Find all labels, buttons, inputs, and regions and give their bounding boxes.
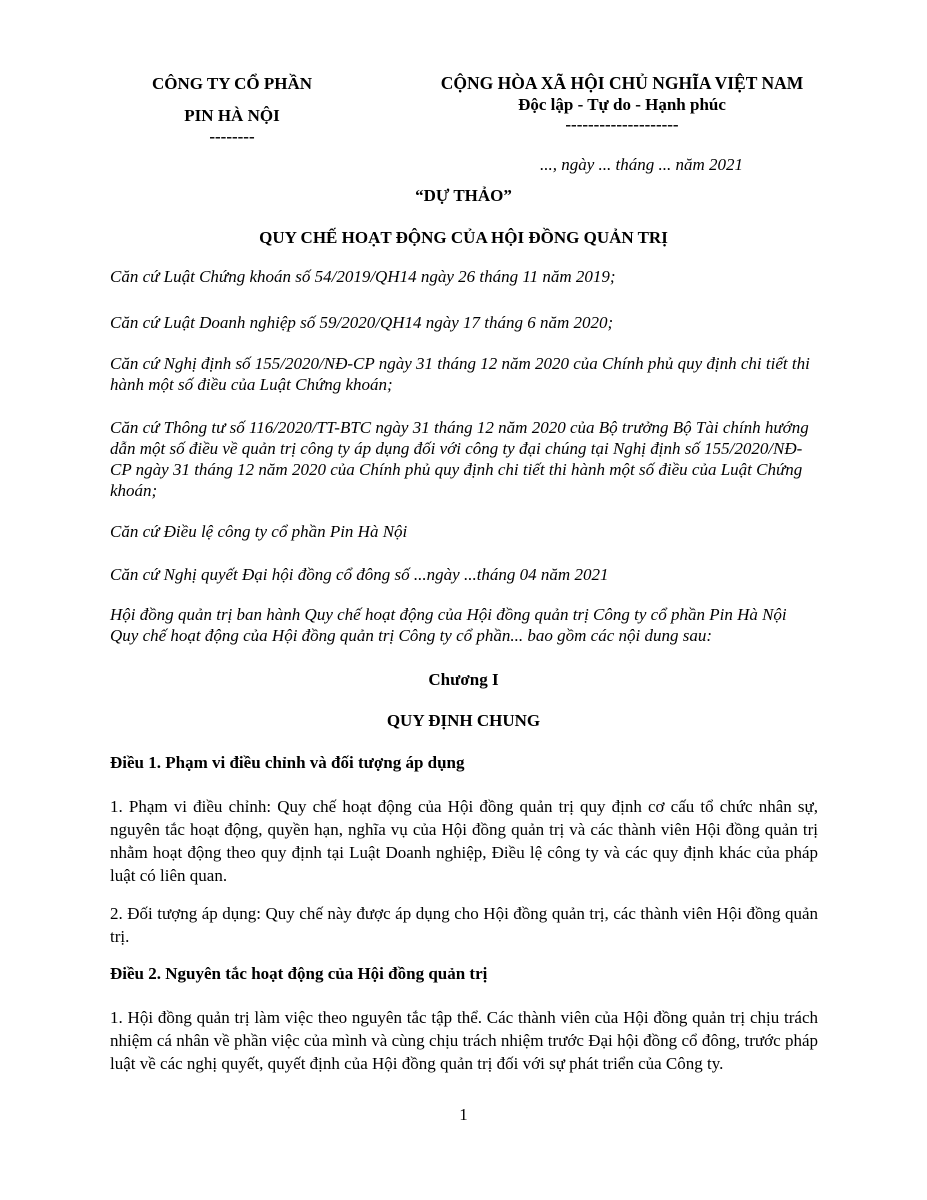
date-line: ..., ngày ... tháng ... năm 2021 [540, 155, 744, 174]
legal-basis-3: Căn cứ Nghị định số 155/2020/NĐ-CP ngày 31 tháng 12 năm 2020 của Chính phủ quy định chi tiết thi hành một số điều của Luật Chứng khoán; [110, 354, 810, 394]
draft-label: “DỰ THẢO” [415, 186, 512, 205]
article-1-heading: Điều 1. Phạm vi điều chỉnh và đối tượng áp dụng [110, 753, 465, 772]
legal-basis-5: Căn cứ Điều lệ công ty cổ phần Pin Hà Nội [110, 522, 408, 541]
company-header-rule: -------- [209, 127, 255, 146]
legal-basis-2: Căn cứ Luật Doanh nghiệp số 59/2020/QH14 ngày 17 tháng 6 năm 2020; [110, 313, 614, 332]
national-motto: Độc lập - Tự do - Hạnh phúc [518, 95, 726, 114]
article-1-paragraph-2: 2. Đối tượng áp dụng: Quy chế này được áp dụng cho Hội đồng quản trị, các thành viên Hội đồng quản trị. [110, 904, 818, 946]
chapter-label: Chương I [428, 670, 499, 689]
chapter-title: QUY ĐỊNH CHUNG [386, 711, 541, 730]
document-title: QUY CHẾ HOẠT ĐỘNG CỦA HỘI ĐỒNG QUẢN TRỊ [259, 228, 668, 247]
article-2-heading: Điều 2. Nguyên tắc hoạt động của Hội đồng quản trị [110, 964, 488, 983]
article-1-paragraph-1: 1. Phạm vi điều chỉnh: Quy chế hoạt động của Hội đồng quản trị quy định cơ cấu tổ chức nhân sự, nguyên tắc hoạt động, quyền hạn, nghĩa vụ của Hội đồng quản trị và các thành viên Hội đồng quản trị nhằm hoạt động theo quy định tại Luật Doanh nghiệp, Điều lệ công ty và các quy định khác của pháp luật có liên quan. [110, 797, 818, 885]
company-header [112, 72, 352, 146]
issuance-statement: Hội đồng quản trị ban hành Quy chế hoạt động của Hội đồng quản trị Công ty cổ phần Pin Hà Nội Quy chế hoạt động của Hội đồng quản trị Công ty cổ phần... bao gồm các nội dung sau: [110, 605, 787, 645]
article-2-paragraph-1: 1. Hội đồng quản trị làm việc theo nguyên tắc tập thể. Các thành viên của Hội đồng quản trị chịu trách nhiệm cá nhân về phần việc của mình và cùng chịu trách nhiệm trước Đại hội đồng cổ đông, trước pháp luật về các nghị quyết, quyết định của Hội đồng quản trị đối với sự phát triển của Công ty. [110, 1008, 818, 1073]
company-name-line1: CÔNG TY CỔ PHẦN [151, 74, 313, 93]
national-header-rule: -------------------- [565, 115, 679, 134]
legal-basis-6: Căn cứ Nghị quyết Đại hội đồng cổ đông số ...ngày ...tháng 04 năm 2021 [110, 565, 609, 584]
national-title: CỘNG HÒA XÃ HỘI CHỦ NGHĨA VIỆT NAM [440, 73, 804, 93]
national-header [412, 72, 832, 134]
legal-basis-4: Căn cứ Thông tư số 116/2020/TT-BTC ngày 31 tháng 12 năm 2020 của Bộ trưởng Bộ Tài chính hướng dẫn một số điều về quản trị công ty áp dụng đối với công ty đại chúng tại Nghị định số 155/2020/NĐ-CP ngày 31 tháng 12 năm 2020 của Chính phủ quy định chi tiết thi hành một số điều của Luật Chứng khoán; [110, 418, 809, 500]
page-number: 1 [459, 1105, 468, 1124]
company-name-line2: PIN HÀ NỘI [184, 106, 280, 125]
legal-basis-1: Căn cứ Luật Chứng khoán số 54/2019/QH14 ngày 26 tháng 11 năm 2019; [110, 267, 616, 286]
